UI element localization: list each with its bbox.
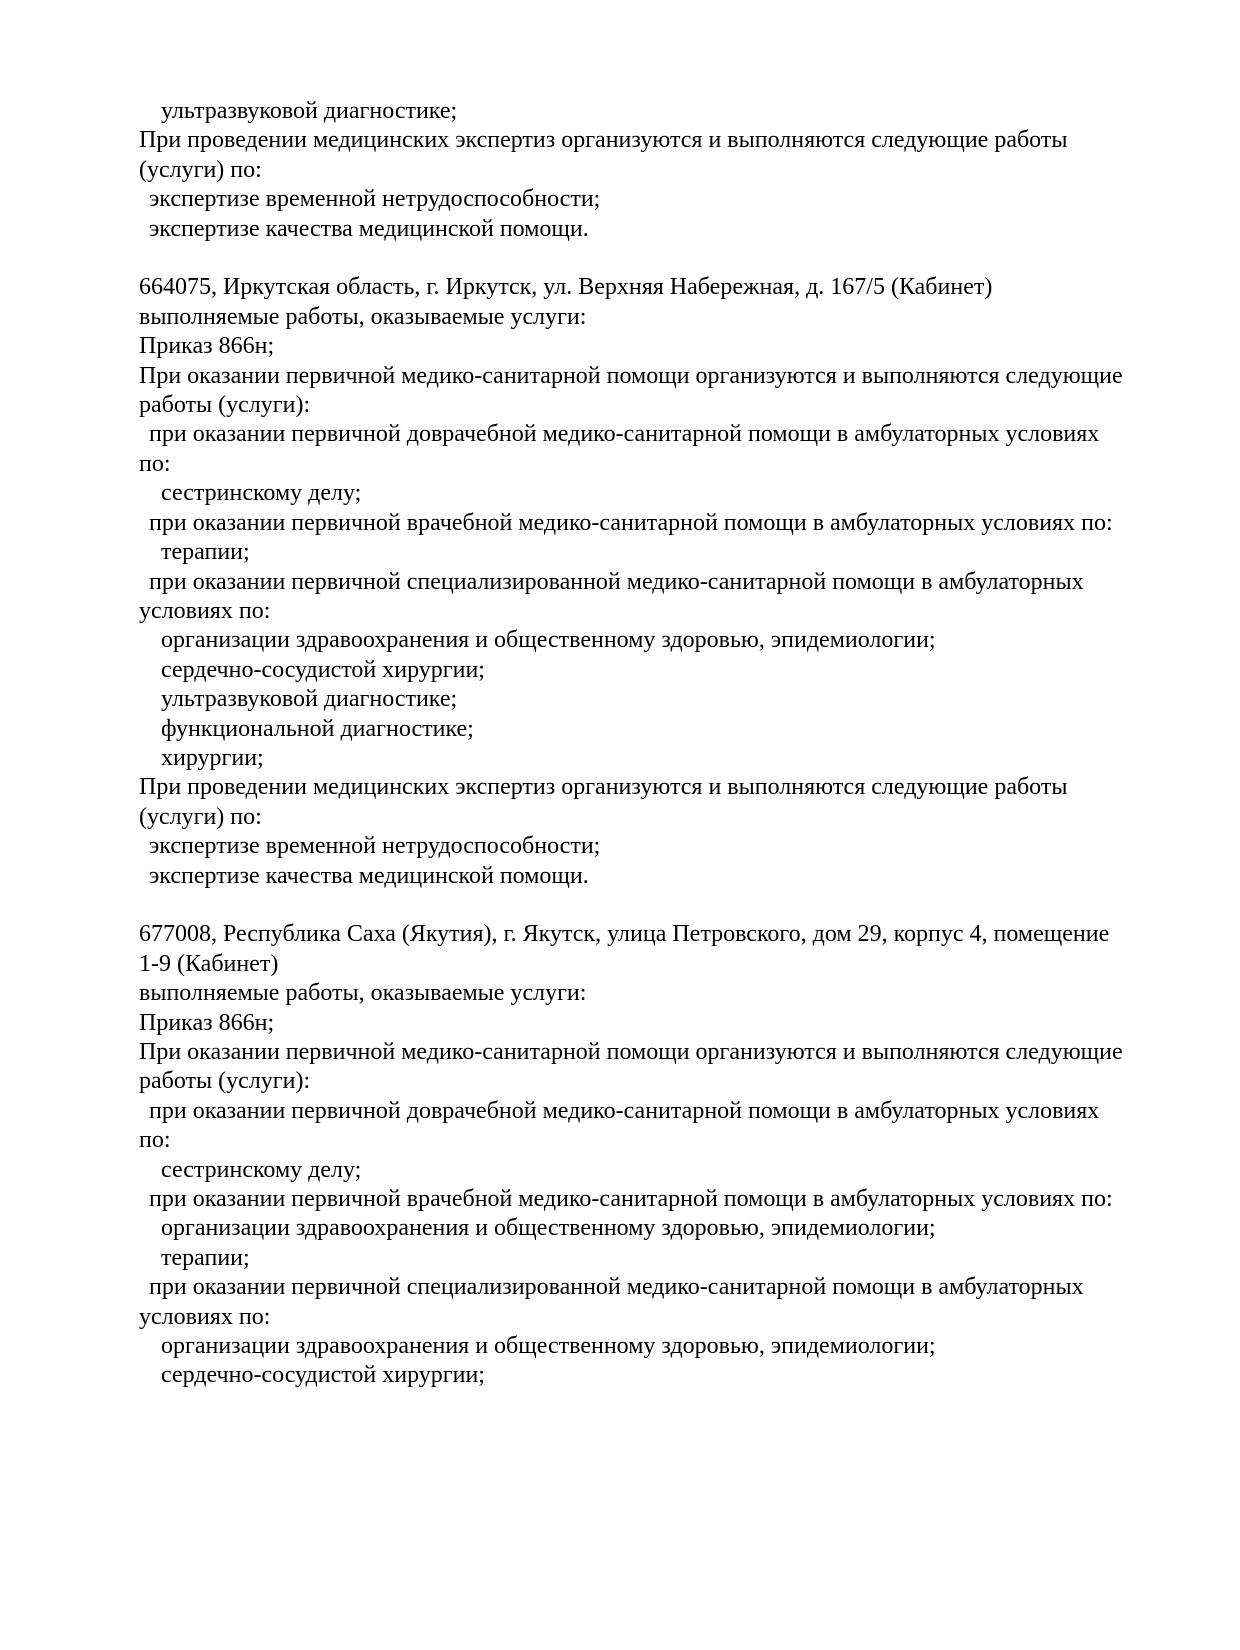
document-line: При проведении медицинских экспертиз организуются и выполняются следующие работы: [139, 127, 1068, 154]
blank-line: [139, 244, 1120, 273]
document-line: ультразвуковой диагностике;: [161, 686, 458, 713]
document-line: при оказании первичной врачебной медико-санитарной помощи в амбулаторных условиях по:: [149, 509, 1113, 536]
document-line: 677008, Республика Саха (Якутия), г. Якутск, улица Петровского, дом 29, корпус 4, помещение: [139, 921, 1110, 948]
document-line: экспертизе качества медицинской помощи.: [149, 862, 589, 889]
document-line: сестринскому делу;: [161, 480, 362, 507]
document-line: условиях по:: [139, 1303, 271, 1330]
document-line: При оказании первичной медико-санитарной помощи организуются и выполняются следующие: [139, 1039, 1123, 1065]
document-line: сердечно-сосудистой хирургии;: [161, 656, 485, 683]
document-line: при оказании первичной доврачебной медико-санитарной помощи в амбулаторных условиях: [149, 1097, 1100, 1124]
document-line: хирургии;: [161, 744, 264, 771]
document-line: экспертизе временной нетрудоспособности;: [149, 186, 601, 213]
document-line: терапии;: [161, 539, 250, 566]
document-line: по:: [139, 1127, 171, 1154]
document-line: при оказании первичной специализированной медико-санитарной помощи в амбулаторных: [149, 568, 1084, 595]
document-line: организации здравоохранения и общественному здоровью, эпидемиологии;: [161, 627, 936, 654]
document-line: (услуги) по:: [139, 803, 262, 830]
document-line: организации здравоохранения и общественному здоровью, эпидемиологии;: [161, 1215, 936, 1242]
document-line: (услуги) по:: [139, 156, 262, 183]
document-line: экспертизе временной нетрудоспособности;: [149, 833, 601, 860]
document-line: функциональной диагностике;: [161, 715, 474, 742]
document-line: При проведении медицинских экспертиз организуются и выполняются следующие работы: [139, 774, 1068, 801]
document-line: Приказ 866н;: [139, 333, 275, 360]
document-line: работы (услуги):: [139, 1068, 311, 1095]
document-line: сердечно-сосудистой хирургии;: [161, 1362, 485, 1389]
document-line: сестринскому делу;: [161, 1156, 362, 1183]
document-line: при оказании первичной специализированной медико-санитарной помощи в амбулаторных: [149, 1274, 1084, 1301]
blank-line: [139, 891, 1120, 920]
document-line: при оказании первичной доврачебной медико-санитарной помощи в амбулаторных условиях: [149, 421, 1100, 448]
document-line: ультразвуковой диагностике;: [161, 98, 458, 124]
document-line: Приказ 866н;: [139, 1009, 275, 1036]
document-line: выполняемые работы, оказываемые услуги:: [139, 303, 587, 330]
document-line: организации здравоохранения и общественному здоровью, эпидемиологии;: [161, 1333, 936, 1360]
document-line: выполняемые работы, оказываемые услуги:: [139, 980, 587, 1007]
document-body: [139, 97, 1123, 1391]
document-line: При оказании первичной медико-санитарной помощи организуются и выполняются следующие: [139, 362, 1123, 389]
document-line: по:: [139, 450, 171, 477]
document-line: 1-9 (Кабинет): [139, 950, 279, 977]
document-line: 664075, Иркутская область, г. Иркутск, ул. Верхняя Набережная, д. 167/5 (Кабинет): [139, 274, 993, 301]
document-line: условиях по:: [139, 597, 271, 624]
document-line: экспертизе качества медицинской помощи.: [149, 215, 589, 242]
document-line: терапии;: [161, 1244, 250, 1271]
document-line: при оказании первичной врачебной медико-санитарной помощи в амбулаторных условиях по:: [149, 1186, 1113, 1213]
document-line: работы (услуги):: [139, 392, 311, 419]
